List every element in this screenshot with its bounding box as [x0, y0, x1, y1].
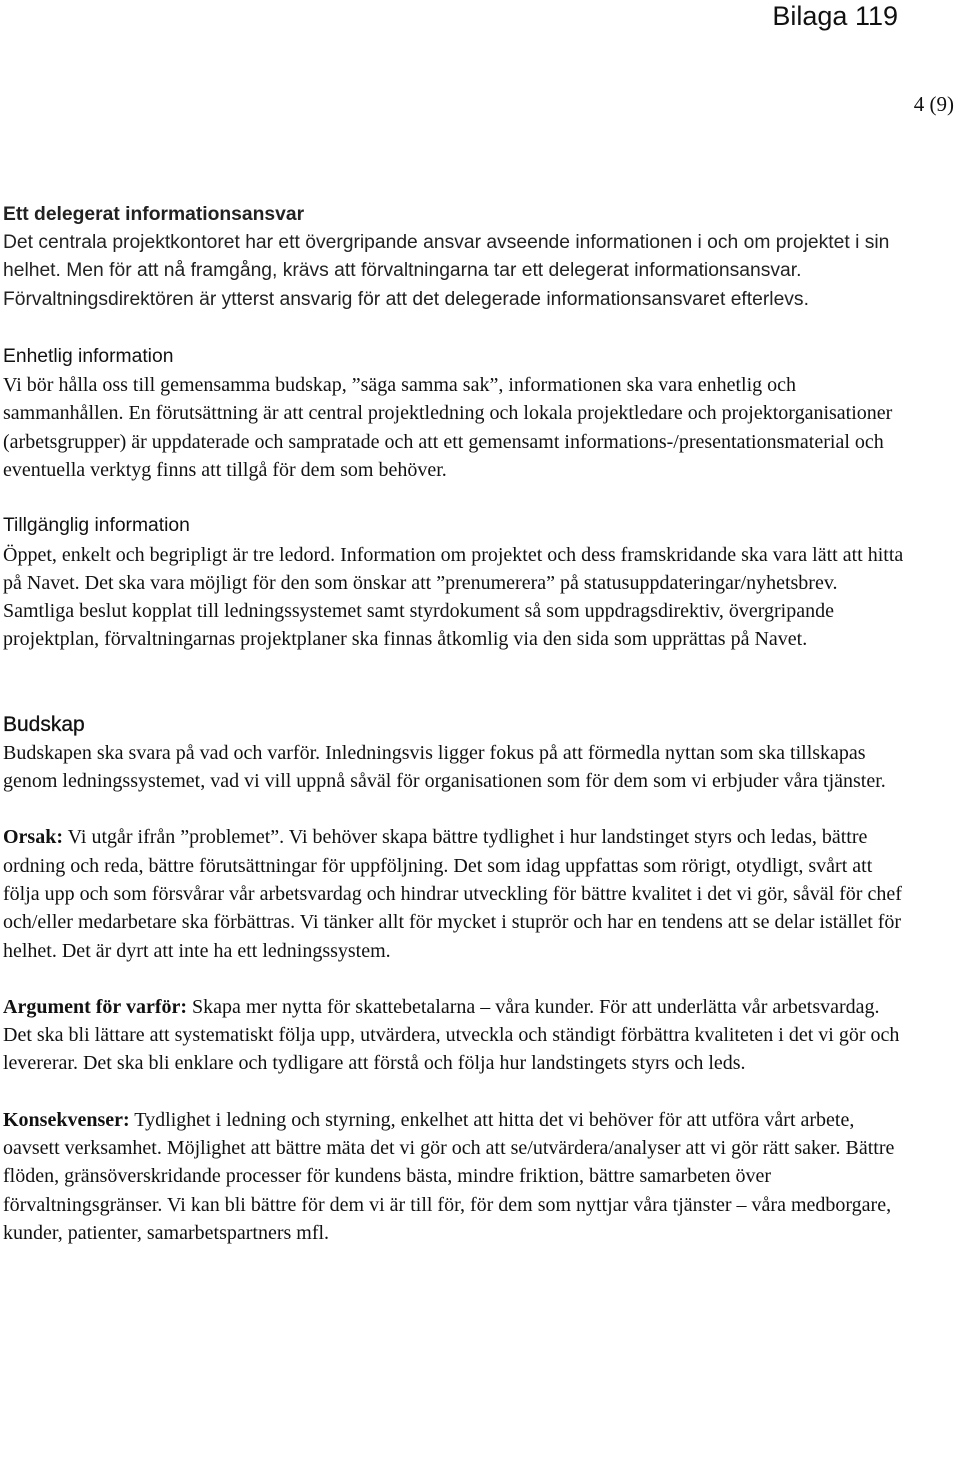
- section-enhetlig-information: [3, 343, 908, 484]
- paragraph-text: Tydlighet i ledning och styrning, enkelhet att hitta det vi behöver för att utföra vårt arbete, oavsett verksamhet. Möjlighet att bättre mäta det vi gör och att se/utvärdera/analyser att vi gör rätt saker. Bättre flöden, gränsöverskridande processer för kundens bästa, mindre friktion, bättre samarbeten över förvaltningsgränser. Vi kan bli bättre för dem vi är till för, för dem som nyttjar våra tjänster – våra medborgare, kunder, patienter, samarbetspartners mfl.: [3, 1108, 895, 1244]
- page-number: 4 (9): [913, 92, 954, 116]
- paragraph-lead-label: Argument för varför:: [3, 995, 188, 1018]
- section-tillganglig-information: [3, 512, 908, 653]
- section-heading: Ett delegerat informationsansvar: [3, 204, 305, 225]
- document-body: [3, 201, 908, 1247]
- section-budskap: [3, 711, 908, 796]
- section-delegerat-informationsansvar: [3, 201, 908, 314]
- paragraph-text: Vi utgår ifrån ”problemet”. Vi behöver skapa bättre tydlighet i hur landstinget styrs och ledas, bättre ordning och reda, bättre förutsättningar för uppföljning. Det som idag uppfattas som rörigt, otydligt, svårt att följa upp och som försvårar vår arbetsvardag och hindrar utveckling för bättre kvalitet i det vi gör, såväl för chef och/eller medarbetare ska förbättras. Vi tänker allt för mycket i stuprör och har en tendens att se delar istället för helhet. Det är dyrt att inte ha ett ledningssystem.: [3, 826, 902, 962]
- section-heading: Budskap: [3, 712, 85, 736]
- paragraph-text: Skapa mer nytta för skattebetalarna – våra kunder. För att underlätta vår arbetsvardag. Det ska bli lättare att systematiskt följa upp, utvärdera, utveckla och ständigt förbättra kvaliteten i det vi gör och levererar. Det ska bli enklare och tydligare att förstå och följa hur landstingets styrs och leds.: [3, 995, 900, 1075]
- section-paragraph: Öppet, enkelt och begripligt är tre ledord. Information om projektet och dess framskridande ska vara lätt att hitta på Navet. Det ska vara möjligt för den som önskar att ”prenumerera” på statusuppdateringar/nyhetsbrev. Samtliga beslut kopplat till ledningssystemet samt styrdokument så som uppdragsdirektiv, övergripande projektplan, förvaltningarnas projektplaner ska finnas åtkomlig via den sida som upprättas på Navet.: [3, 543, 904, 651]
- section-paragraph: Budskapen ska svara på vad och varför. Inledningsvis ligger fokus på att förmedla nyttan som ska tillskapas genom ledningssystemet, vad vi vill uppnå såväl för organisationen som för dem som vi erbjuder våra tjänster.: [3, 741, 886, 793]
- section-argument: [3, 993, 908, 1078]
- paragraph-lead-label: Orsak:: [3, 826, 63, 849]
- section-konsekvenser: [3, 1106, 908, 1247]
- section-paragraph: [3, 993, 908, 1078]
- section-heading: Tillgänglig information: [3, 515, 190, 537]
- section-heading: Enhetlig information: [3, 345, 174, 367]
- paragraph-lead-label: Konsekvenser:: [3, 1108, 130, 1131]
- section-paragraph: Det centrala projektkontoret har ett övergripande ansvar avseende informationen i och om projektet i sin helhet. Men för att nå framgång, krävs att förvaltningarna tar ett delegerat informationsansvar. Förvaltningsdirektören är ytterst ansvarig för att det delegerade informationsansvaret efterlevs.: [3, 232, 890, 310]
- section-paragraph: Vi bör hålla oss till gemensamma budskap, ”säga samma sak”, informationen ska vara enhetlig och sammanhållen. En förutsättning är att central projektledning och lokala projektledare och projektorganisationer (arbetsgrupper) är uppdaterade och sampratade och att ett gemensamt informations-/presentationsmaterial och eventuella verktyg finns att tillgå för dem som behöver.: [3, 374, 893, 481]
- section-paragraph: [3, 1106, 908, 1247]
- section-paragraph: [3, 823, 908, 964]
- document-header-title: Bilaga 119: [772, 1, 898, 31]
- section-orsak: [3, 823, 908, 964]
